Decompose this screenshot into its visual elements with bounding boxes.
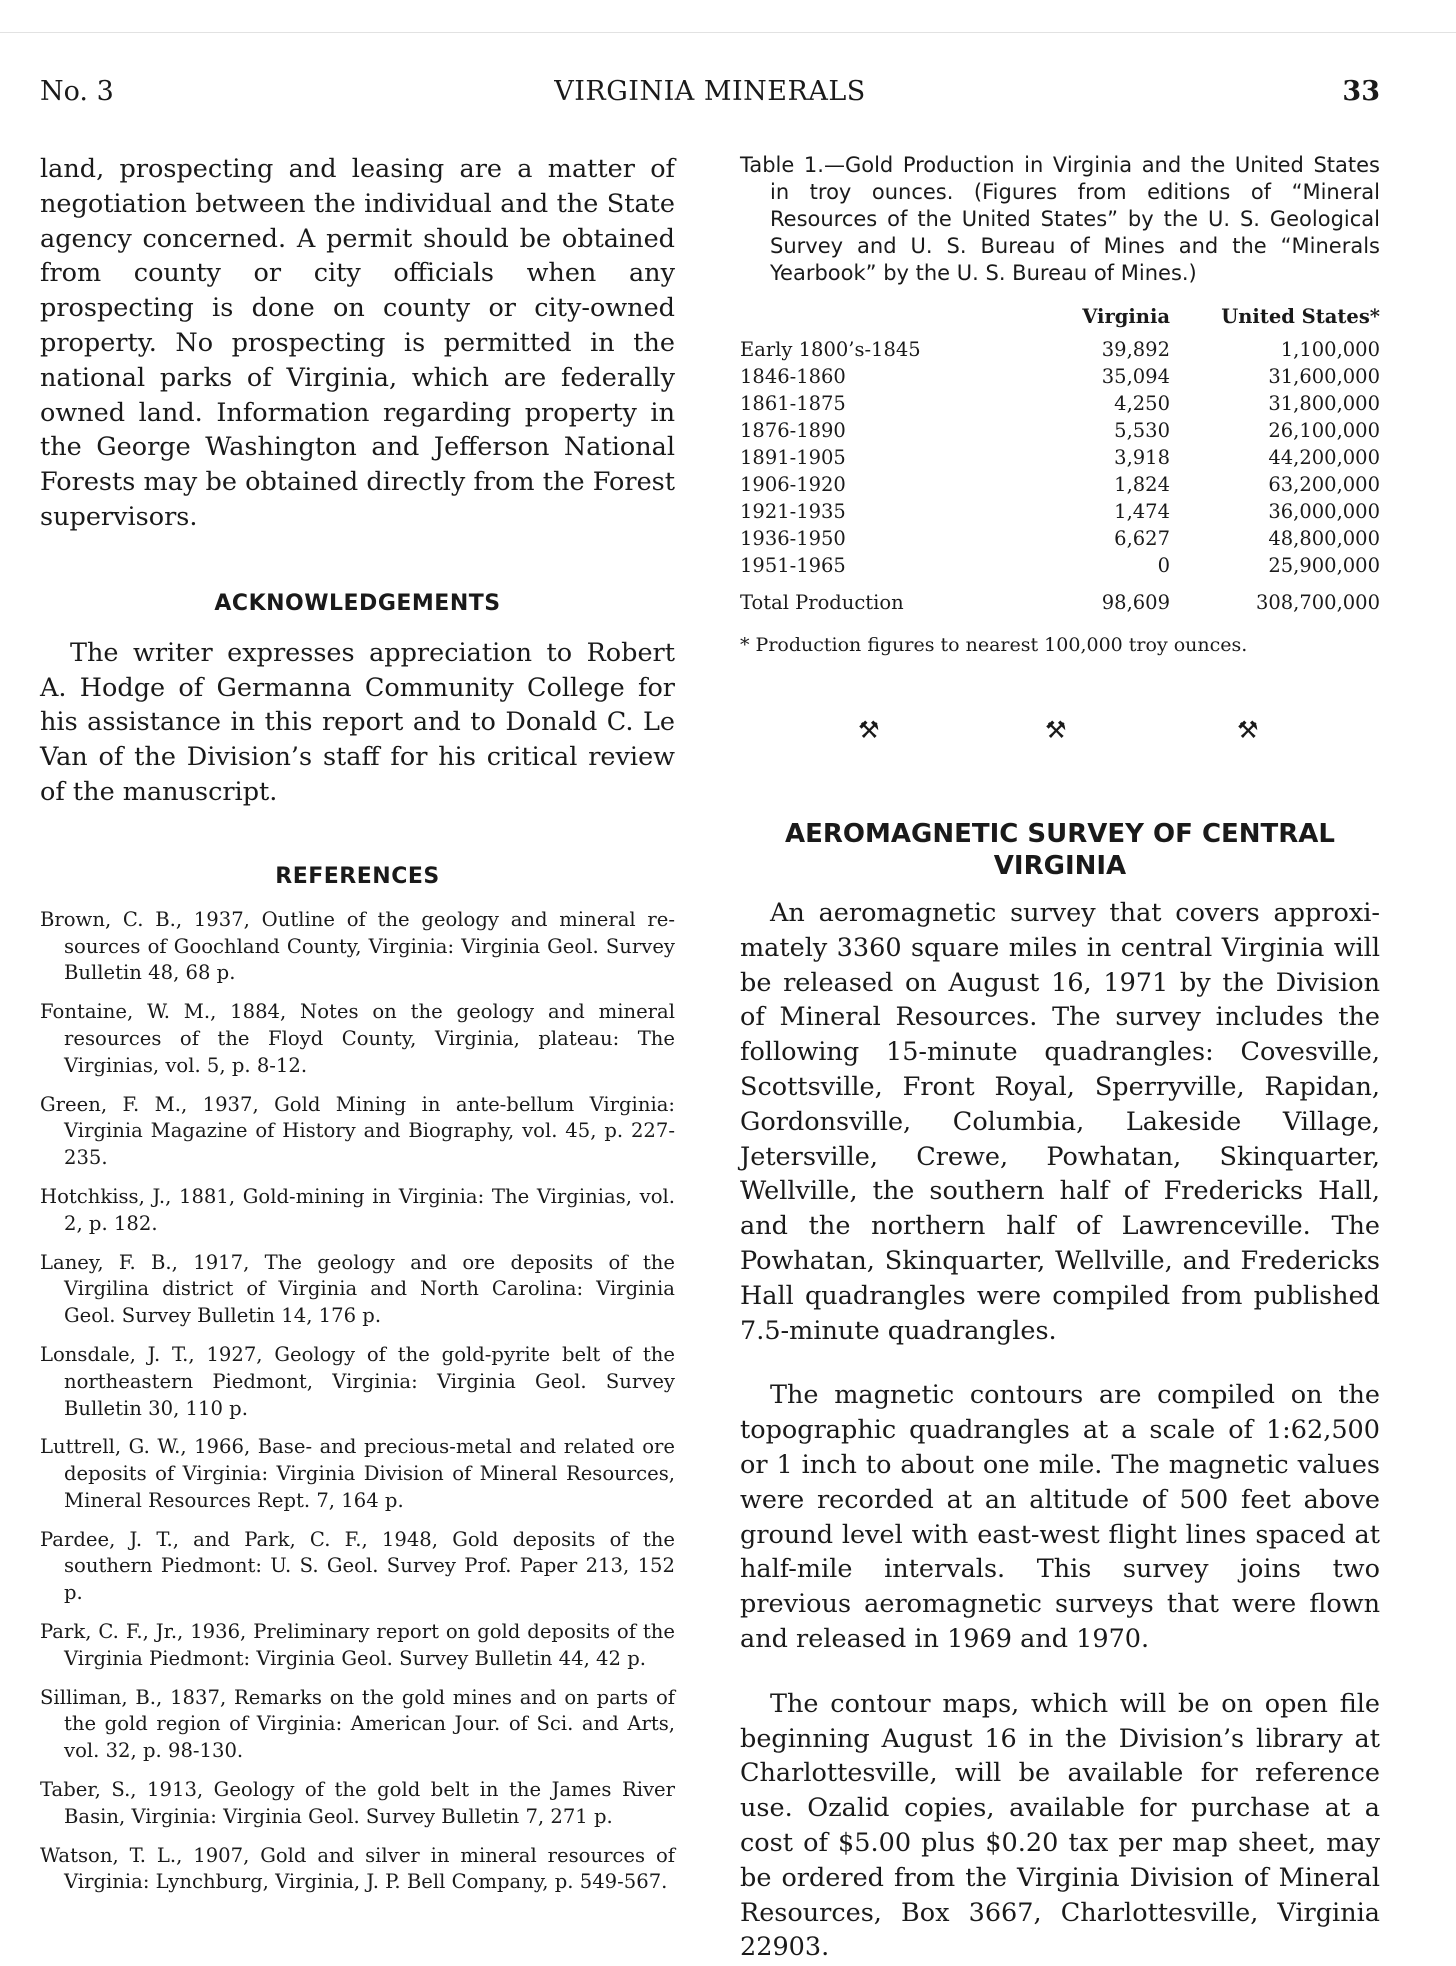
row-us-value: 63,200,000 — [1268, 473, 1380, 496]
aeromagnetic-heading: AEROMAGNETIC SURVEY OF CENTRAL VIRGINIA — [785, 819, 1335, 881]
row-us-value: 25,900,000 — [1268, 554, 1380, 577]
reference-item: Laney, F. B., 1917, The geology and ore deposits of the Virgilina district of Virginia and North Carolina: Virginia Geol. Survey Bulletin 14, 176 p. — [40, 1250, 675, 1328]
row-period: 1846-1860 — [740, 365, 846, 388]
hammer-pick-icon: ⚒ — [1237, 716, 1259, 744]
row-virginia-value: 4,250 — [1114, 392, 1170, 415]
publication-title: VIRGINIA MINERALS — [554, 76, 866, 107]
issue-number: No. 3 — [40, 76, 114, 107]
table-total-row — [740, 579, 1380, 616]
table-row — [740, 336, 1380, 363]
reference-item: Green, F. M., 1937, Gold Mining in ante-bellum Virginia: Virginia Magazine of History and Biography, vol. 45, p. 227-235. — [40, 1092, 675, 1170]
reference-item: Luttrell, G. W., 1966, Base- and precious-metal and related ore deposits of Virginia: Virginia Division of Mineral Resources, Mineral Resources Rept. 7, 164 p. — [40, 1435, 675, 1512]
reference-item: Lonsdale, J. T., 1927, Geology of the gold-pyrite belt of the northeastern Piedmont, Virginia: Virginia Geol. Survey Bulletin 30, 110 p. — [40, 1342, 675, 1420]
table-row — [740, 417, 1380, 444]
row-period: 1876-1890 — [740, 419, 846, 442]
total-virginia: 98,609 — [1101, 591, 1170, 614]
header-united-states: United States* — [1221, 305, 1380, 328]
page-number: 33 — [1342, 76, 1380, 107]
row-period: 1951-1965 — [740, 554, 846, 577]
table-header-row — [740, 299, 1380, 336]
row-us-value: 31,600,000 — [1268, 365, 1380, 388]
table-footnote: * Production figures to nearest 100,000 troy ounces. — [740, 634, 1248, 656]
table-row — [740, 525, 1380, 552]
row-virginia-value: 39,892 — [1101, 338, 1170, 361]
reference-item: Park, C. F., Jr., 1936, Preliminary report on gold deposits of the Virginia Piedmont: Virginia Geol. Survey Bulletin 44, 42 p. — [40, 1620, 675, 1670]
table-row — [740, 471, 1380, 498]
total-label: Total Production — [740, 591, 904, 614]
row-us-value: 1,100,000 — [1280, 338, 1380, 361]
reference-item: Taber, S., 1913, Geology of the gold belt in the James River Basin, Virginia: Virginia Geol. Survey Bulletin 7, 271 p. — [40, 1778, 675, 1828]
row-us-value: 26,100,000 — [1268, 419, 1380, 442]
row-period: 1906-1920 — [740, 473, 846, 496]
row-period: 1891-1905 — [740, 446, 846, 469]
row-period: 1936-1950 — [740, 527, 846, 550]
row-us-value: 44,200,000 — [1268, 446, 1380, 469]
left-column — [40, 152, 675, 1908]
acknowledgements-text: The writer expresses appreciation to Robert A. Hodge of Germanna Community College for his assistance in this report and to Donald C. Le Van of the Division’s staff for his critical review of the manuscript. — [40, 637, 675, 807]
references-list — [40, 907, 675, 1897]
hammer-pick-icon: ⚒ — [1045, 716, 1067, 744]
reference-item: Hotchkiss, J., 1881, Gold-mining in Virginia: The Virginias, vol. 2, p. 182. — [40, 1184, 675, 1235]
references-heading: REFERENCES — [275, 863, 440, 889]
gold-production-table — [740, 299, 1380, 616]
reference-item: Brown, C. B., 1937, Outline of the geology and mineral resources of Goochland County, Virginia: Virginia Geol. Survey Bulletin 48, 68 p. — [40, 907, 675, 985]
section-ornaments — [740, 716, 1380, 756]
reference-item: Watson, T. L., 1907, Gold and silver in mineral resources of Virginia: Lynchburg, Virginia, J. P. Bell Company, p. 549-567. — [40, 1843, 675, 1894]
row-period: Early 1800’s-1845 — [740, 338, 921, 361]
reference-item: Silliman, B., 1837, Remarks on the gold mines and on parts of the gold region of Virginia: American Jour. of Sci. and Arts, vol. 32, p. 98-130. — [40, 1685, 675, 1763]
intro-paragraph: land, prospecting and leasing are a matter of negotiation between the individual and the State agency concerned. A permit should be obtained from county or city officials when any prospecting is done on county or city-owned property. No prospecting is permitted in the national parks of Virginia, which are federally owned land. Information regarding property in the George Washington and Jefferson National Forests may be obtained directly from the Forest supervisors. — [40, 154, 675, 532]
row-period: 1921-1935 — [740, 500, 846, 523]
table-row — [740, 444, 1380, 471]
right-column — [740, 152, 1380, 1965]
row-virginia-value: 6,627 — [1114, 527, 1170, 550]
aero-paragraph: An aeromagnetic survey that covers approximately 3360 square miles in central Virginia will be released on August 16, 1971 by the Division of Mineral Resources. The survey includes the following 15-minute quadrangles: Covesville, Scottsville, Front Royal, Sperryville, Rapidan, Gordonsville, Columbia, Lakeside Village, Jetersville, Crewe, Powhatan, Skinquarter, Wellville, the southern half of Fredericks Hall, and the northern half of Lawrenceville. The Powhatan, Skinquarter, Wellville, and Fredericks Hall quadrangles were compiled from published 7.5-minute quadrangles. — [740, 898, 1380, 1346]
table-row — [740, 498, 1380, 525]
header-period — [740, 299, 1040, 336]
top-divider — [0, 32, 1456, 33]
row-virginia-value: 1,474 — [1114, 500, 1170, 523]
reference-item: Pardee, J. T., and Park, C. F., 1948, Gold deposits of the southern Piedmont: U. S. Geol. Survey Prof. Paper 213, 152 p. — [40, 1527, 675, 1605]
table-body — [740, 336, 1380, 616]
row-period: 1861-1875 — [740, 392, 846, 415]
aero-paragraph: The magnetic contours are compiled on the topographic quadrangles at a scale of 1:62,500 or 1 inch to about one mile. The magnetic values were recorded at an altitude of 500 feet above ground level with east-west flight lines spaced at half-mile intervals. This survey joins two previous aeromagnetic surveys that were flown and released in 1969 and 1970. — [740, 1380, 1380, 1654]
acknowledgements-heading: ACKNOWLEDGEMENTS — [214, 590, 501, 616]
table-row — [740, 363, 1380, 390]
reference-item: Fontaine, W. M., 1884, Notes on the geology and mineral resources of the Floyd County, Virginia, plateau: The Virginias, vol. 5, p. 8-12. — [40, 1000, 675, 1077]
row-us-value: 36,000,000 — [1268, 500, 1380, 523]
table-row — [740, 390, 1380, 417]
header-virginia: Virginia — [1082, 305, 1170, 328]
table-caption: Table 1.—Gold Production in Virginia and the United States in troy ounces. (Figures from editions of “Mineral Resources of the United States” by the U. S. Geological Survey and U. S. Bureau of Mines and the “Minerals Yearbook” by the U. S. Bureau of Mines.) — [740, 153, 1380, 285]
table-row — [740, 552, 1380, 579]
row-us-value: 48,800,000 — [1268, 527, 1380, 550]
total-united-states: 308,700,000 — [1255, 591, 1380, 614]
row-virginia-value: 1,824 — [1114, 473, 1170, 496]
row-us-value: 31,800,000 — [1268, 392, 1380, 415]
row-virginia-value: 35,094 — [1101, 365, 1170, 388]
row-virginia-value: 5,530 — [1114, 419, 1170, 442]
running-header — [40, 72, 1380, 112]
row-virginia-value: 0 — [1157, 554, 1170, 577]
aero-paragraph: The contour maps, which will be on open file beginning August 16 in the Division’s library at Charlottesville, will be available for reference use. Ozalid copies, available for purchase at a cost of $5.00 plus $0.20 tax per map sheet, may be ordered from the Virginia Division of Mineral Resources, Box 3667, Charlottesville, Virginia 22903. — [740, 1688, 1380, 1963]
hammer-pick-icon: ⚒ — [858, 716, 880, 744]
row-virginia-value: 3,918 — [1114, 446, 1170, 469]
